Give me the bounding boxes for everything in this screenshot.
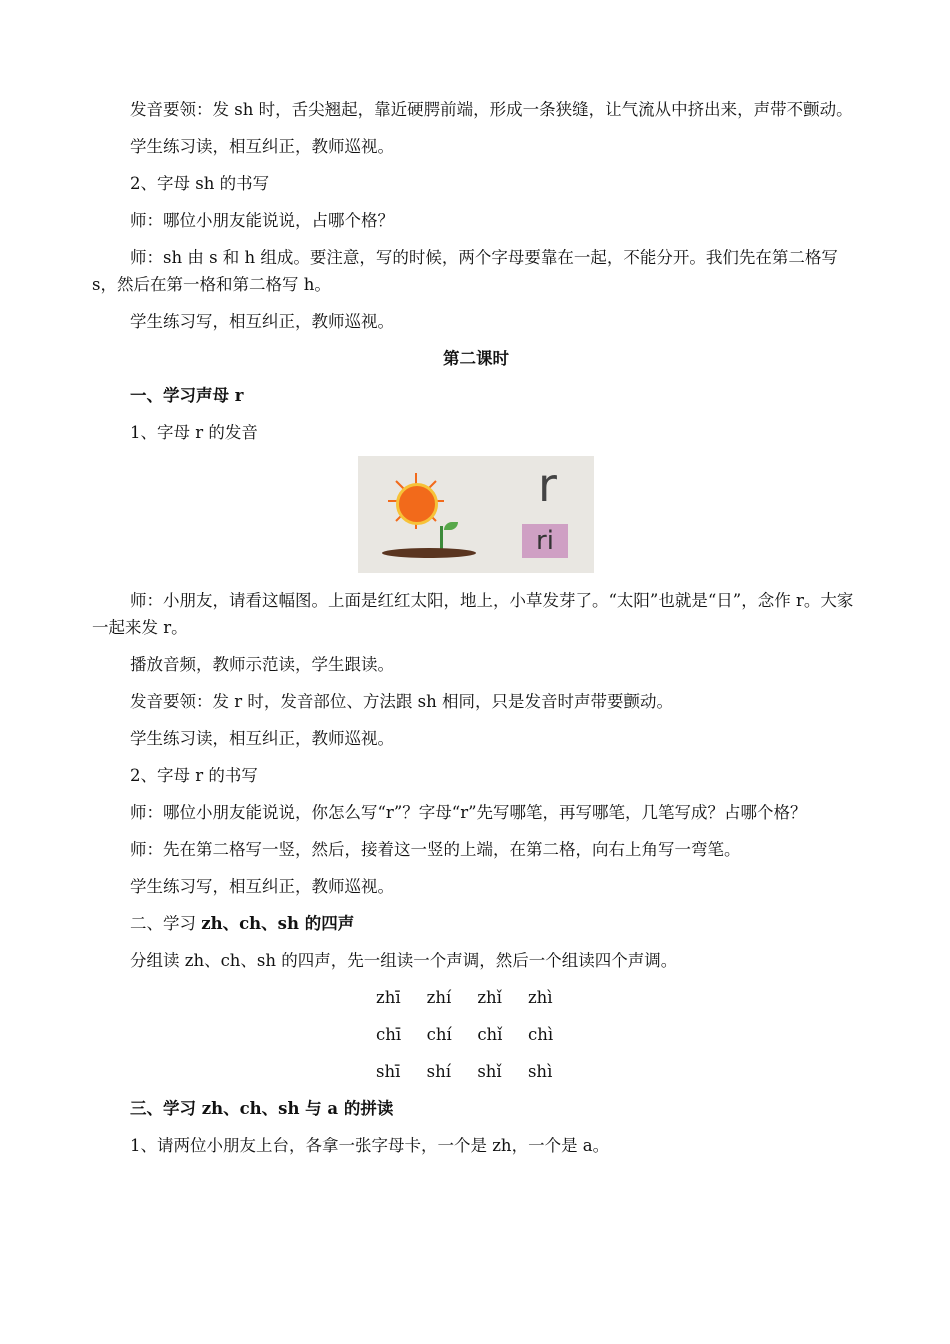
tones-table: [376, 984, 576, 1085]
paragraph: 发音要领：发 sh 时，舌尖翘起，靠近硬腭前端，形成一条狭缝，让气流从中挤出来，声带不颤动。: [130, 100, 853, 119]
lesson-title: 第二课时: [443, 349, 509, 368]
section-heading-prefix: 二、学习: [130, 914, 202, 933]
paragraph: 学生练习读，相互纠正，教师巡视。: [130, 137, 394, 156]
paragraph: 播放音频，教师示范读，学生跟读。: [130, 655, 394, 674]
paragraph: 师：sh 由 s 和 h 组成。要注意，写的时候，两个字母要靠在一起，不能分开。我们先在第二格写 s，然后在第一格和第二格写 h。: [92, 248, 838, 294]
tone-cell: chǐ: [477, 1025, 503, 1044]
tone-cell: shǐ: [477, 1062, 502, 1081]
sprout-stem: [440, 526, 443, 550]
sun-illustration: [358, 456, 594, 573]
figure-container: [92, 456, 860, 573]
section-heading-bold: zh、ch、sh 的四声: [201, 914, 355, 933]
tone-cell: chí: [426, 1025, 452, 1044]
tone-cell: zhí: [426, 988, 452, 1007]
paragraph: 师：哪位小朋友能说说，占哪个格？: [130, 211, 394, 230]
paragraph: 2、字母 r 的书写: [130, 766, 258, 785]
paragraph: 学生练习读，相互纠正，教师巡视。: [130, 729, 394, 748]
paragraph: 1、请两位小朋友上台，各拿一张字母卡，一个是 zh，一个是 a。: [130, 1136, 610, 1155]
tone-cell: chì: [527, 1025, 554, 1044]
tone-cell: zhì: [527, 988, 553, 1007]
tone-cell: zhī: [376, 988, 401, 1007]
tone-cell: chī: [376, 1025, 402, 1044]
section-heading: 一、学习声母 r: [130, 386, 244, 405]
tones-row-sh: [376, 1058, 576, 1085]
tone-cell: shí: [426, 1062, 452, 1081]
section-heading: 三、学习 zh、ch、sh 与 a 的拼读: [130, 1099, 394, 1118]
syllable-ri: ri: [522, 524, 568, 558]
tone-cell: shì: [527, 1062, 553, 1081]
ground-soil: [382, 548, 476, 558]
subsection-heading: 1、字母 r 的发音: [130, 423, 258, 442]
paragraph: 2、字母 sh 的书写: [130, 174, 270, 193]
paragraph: 学生练习写，相互纠正，教师巡视。: [130, 877, 394, 896]
paragraph: 分组读 zh、ch、sh 的四声，先一组读一个声调，然后一个组读四个声调。: [130, 951, 678, 970]
paragraph: 师：先在第二格写一竖，然后，接着这一竖的上端，在第二格，向右上角写一弯笔。: [130, 840, 741, 859]
paragraph: 师：哪位小朋友能说说，你怎么写“r”？字母“r”先写哪笔，再写哪笔，几笔写成？占哪个格？: [130, 803, 807, 822]
tones-row-ch: [376, 1021, 576, 1048]
document-page: [92, 96, 860, 1169]
paragraph: 师：小朋友，请看这幅图。上面是红红太阳，地上，小草发芽了。“太阳”也就是“日”，念作 r。大家一起来发 r。: [92, 591, 854, 637]
tones-row-zh: [376, 984, 576, 1011]
tone-cell: zhǐ: [477, 988, 502, 1007]
paragraph: 学生练习写，相互纠正，教师巡视。: [130, 312, 394, 331]
letter-r: r: [538, 458, 557, 512]
tone-cell: shī: [376, 1062, 401, 1081]
paragraph: 发音要领：发 r 时，发音部位、方法跟 sh 相同，只是发音时声带要颤动。: [130, 692, 673, 711]
sun-icon: [396, 483, 438, 525]
section-heading: [92, 910, 860, 937]
